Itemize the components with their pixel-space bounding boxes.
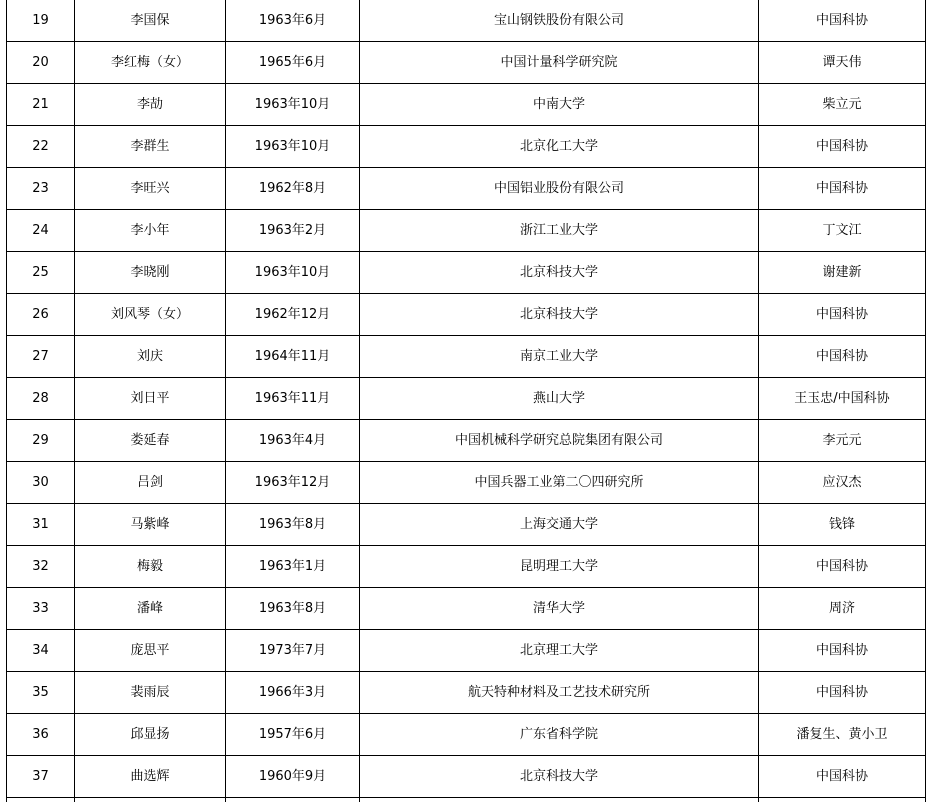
name-cell: 李劼 xyxy=(75,84,226,126)
name-cell: 刘日平 xyxy=(75,378,226,420)
birth-date-cell: 1965年6月 xyxy=(226,42,360,84)
name-cell: 李旺兴 xyxy=(75,168,226,210)
table-row xyxy=(7,756,926,798)
nominator-cell: 谢建新 xyxy=(759,252,926,294)
birth-date-cell: 1973年7月 xyxy=(226,630,360,672)
birth-date-cell: 1963年4月 xyxy=(226,420,360,462)
table-row xyxy=(7,42,926,84)
row-number-cell: 22 xyxy=(7,126,75,168)
work-unit-cell: 清华大学 xyxy=(360,588,759,630)
nominator-cell: 钱锋 xyxy=(759,504,926,546)
table-row xyxy=(7,504,926,546)
birth-date-cell xyxy=(226,798,360,802)
name-cell: 李小年 xyxy=(75,210,226,252)
table-row xyxy=(7,126,926,168)
work-unit-cell: 中国兵器工业第二〇四研究所 xyxy=(360,462,759,504)
birth-date-cell: 1964年11月 xyxy=(226,336,360,378)
work-unit-cell: 北京科技大学 xyxy=(360,756,759,798)
nominator-cell xyxy=(759,798,926,802)
work-unit-cell: 中国铝业股份有限公司 xyxy=(360,168,759,210)
work-unit-cell: 北京理工大学 xyxy=(360,630,759,672)
nominator-cell: 中国科协 xyxy=(759,630,926,672)
name-cell: 刘庆 xyxy=(75,336,226,378)
row-number-cell: 25 xyxy=(7,252,75,294)
birth-date-cell: 1963年6月 xyxy=(226,0,360,42)
row-number-cell: 20 xyxy=(7,42,75,84)
table-row xyxy=(7,84,926,126)
nominator-cell: 柴立元 xyxy=(759,84,926,126)
work-unit-cell: 燕山大学 xyxy=(360,378,759,420)
name-cell: 刘风琴（女） xyxy=(75,294,226,336)
work-unit-cell: 北京化工大学 xyxy=(360,126,759,168)
table-row xyxy=(7,210,926,252)
birth-date-cell: 1963年10月 xyxy=(226,126,360,168)
birth-date-cell: 1963年10月 xyxy=(226,84,360,126)
work-unit-cell: 浙江工业大学 xyxy=(360,210,759,252)
name-cell: 吕剑 xyxy=(75,462,226,504)
nominator-cell: 应汉杰 xyxy=(759,462,926,504)
row-number-cell: 26 xyxy=(7,294,75,336)
name-cell: 庞思平 xyxy=(75,630,226,672)
row-number-cell: 30 xyxy=(7,462,75,504)
name-cell: 梅毅 xyxy=(75,546,226,588)
birth-date-cell: 1963年12月 xyxy=(226,462,360,504)
table-row xyxy=(7,294,926,336)
birth-date-cell: 1957年6月 xyxy=(226,714,360,756)
row-number-cell: 36 xyxy=(7,714,75,756)
table-row xyxy=(7,546,926,588)
name-cell: 曲选辉 xyxy=(75,756,226,798)
table-row xyxy=(7,630,926,672)
nominator-cell: 中国科协 xyxy=(759,672,926,714)
work-unit-cell: 昆明理工大学 xyxy=(360,546,759,588)
birth-date-cell: 1962年12月 xyxy=(226,294,360,336)
nominator-cell: 谭天伟 xyxy=(759,42,926,84)
birth-date-cell: 1963年10月 xyxy=(226,252,360,294)
row-number-cell: 34 xyxy=(7,630,75,672)
birth-date-cell: 1963年8月 xyxy=(226,504,360,546)
nominator-cell: 中国科协 xyxy=(759,168,926,210)
row-number-cell: 19 xyxy=(7,0,75,42)
row-number-cell: 23 xyxy=(7,168,75,210)
work-unit-cell: 广东省科学院 xyxy=(360,714,759,756)
name-cell: 裴雨辰 xyxy=(75,672,226,714)
nominator-cell: 中国科协 xyxy=(759,546,926,588)
table-row xyxy=(7,378,926,420)
table-row xyxy=(7,798,926,802)
work-unit-cell: 中国机械科学研究总院集团有限公司 xyxy=(360,420,759,462)
nominator-cell: 王玉忠/中国科协 xyxy=(759,378,926,420)
work-unit-cell: 航天特种材料及工艺技术研究所 xyxy=(360,672,759,714)
table-row xyxy=(7,462,926,504)
table-row xyxy=(7,588,926,630)
row-number-cell: 35 xyxy=(7,672,75,714)
birth-date-cell: 1966年3月 xyxy=(226,672,360,714)
name-cell: 娄延春 xyxy=(75,420,226,462)
nominator-cell: 李元元 xyxy=(759,420,926,462)
name-cell: 潘峰 xyxy=(75,588,226,630)
row-number-cell: 32 xyxy=(7,546,75,588)
table-row xyxy=(7,252,926,294)
row-number-cell: 27 xyxy=(7,336,75,378)
nominator-cell: 中国科协 xyxy=(759,336,926,378)
work-unit-cell xyxy=(360,798,759,802)
work-unit-cell: 宝山钢铁股份有限公司 xyxy=(360,0,759,42)
row-number-cell xyxy=(7,798,75,802)
birth-date-cell: 1963年2月 xyxy=(226,210,360,252)
birth-date-cell: 1963年8月 xyxy=(226,588,360,630)
row-number-cell: 29 xyxy=(7,420,75,462)
birth-date-cell: 1963年1月 xyxy=(226,546,360,588)
candidate-table xyxy=(6,0,926,802)
row-number-cell: 21 xyxy=(7,84,75,126)
name-cell: 马紫峰 xyxy=(75,504,226,546)
table-row xyxy=(7,0,926,42)
nominator-cell: 丁文江 xyxy=(759,210,926,252)
table-row xyxy=(7,714,926,756)
birth-date-cell: 1960年9月 xyxy=(226,756,360,798)
nominator-cell: 周济 xyxy=(759,588,926,630)
birth-date-cell: 1963年11月 xyxy=(226,378,360,420)
name-cell: 李红梅（女） xyxy=(75,42,226,84)
name-cell xyxy=(75,798,226,802)
row-number-cell: 33 xyxy=(7,588,75,630)
name-cell: 李群生 xyxy=(75,126,226,168)
table-row xyxy=(7,168,926,210)
nominator-cell: 中国科协 xyxy=(759,294,926,336)
name-cell: 李国保 xyxy=(75,0,226,42)
nominator-cell: 中国科协 xyxy=(759,756,926,798)
table-row xyxy=(7,672,926,714)
name-cell: 邱显扬 xyxy=(75,714,226,756)
work-unit-cell: 北京科技大学 xyxy=(360,252,759,294)
work-unit-cell: 中南大学 xyxy=(360,84,759,126)
birth-date-cell: 1962年8月 xyxy=(226,168,360,210)
row-number-cell: 31 xyxy=(7,504,75,546)
work-unit-cell: 南京工业大学 xyxy=(360,336,759,378)
row-number-cell: 24 xyxy=(7,210,75,252)
row-number-cell: 28 xyxy=(7,378,75,420)
name-cell: 李晓刚 xyxy=(75,252,226,294)
table-row xyxy=(7,336,926,378)
row-number-cell: 37 xyxy=(7,756,75,798)
work-unit-cell: 上海交通大学 xyxy=(360,504,759,546)
candidate-table-body xyxy=(7,0,926,802)
work-unit-cell: 北京科技大学 xyxy=(360,294,759,336)
work-unit-cell: 中国计量科学研究院 xyxy=(360,42,759,84)
nominator-cell: 中国科协 xyxy=(759,0,926,42)
table-row xyxy=(7,420,926,462)
nominator-cell: 潘复生、黄小卫 xyxy=(759,714,926,756)
nominator-cell: 中国科协 xyxy=(759,126,926,168)
